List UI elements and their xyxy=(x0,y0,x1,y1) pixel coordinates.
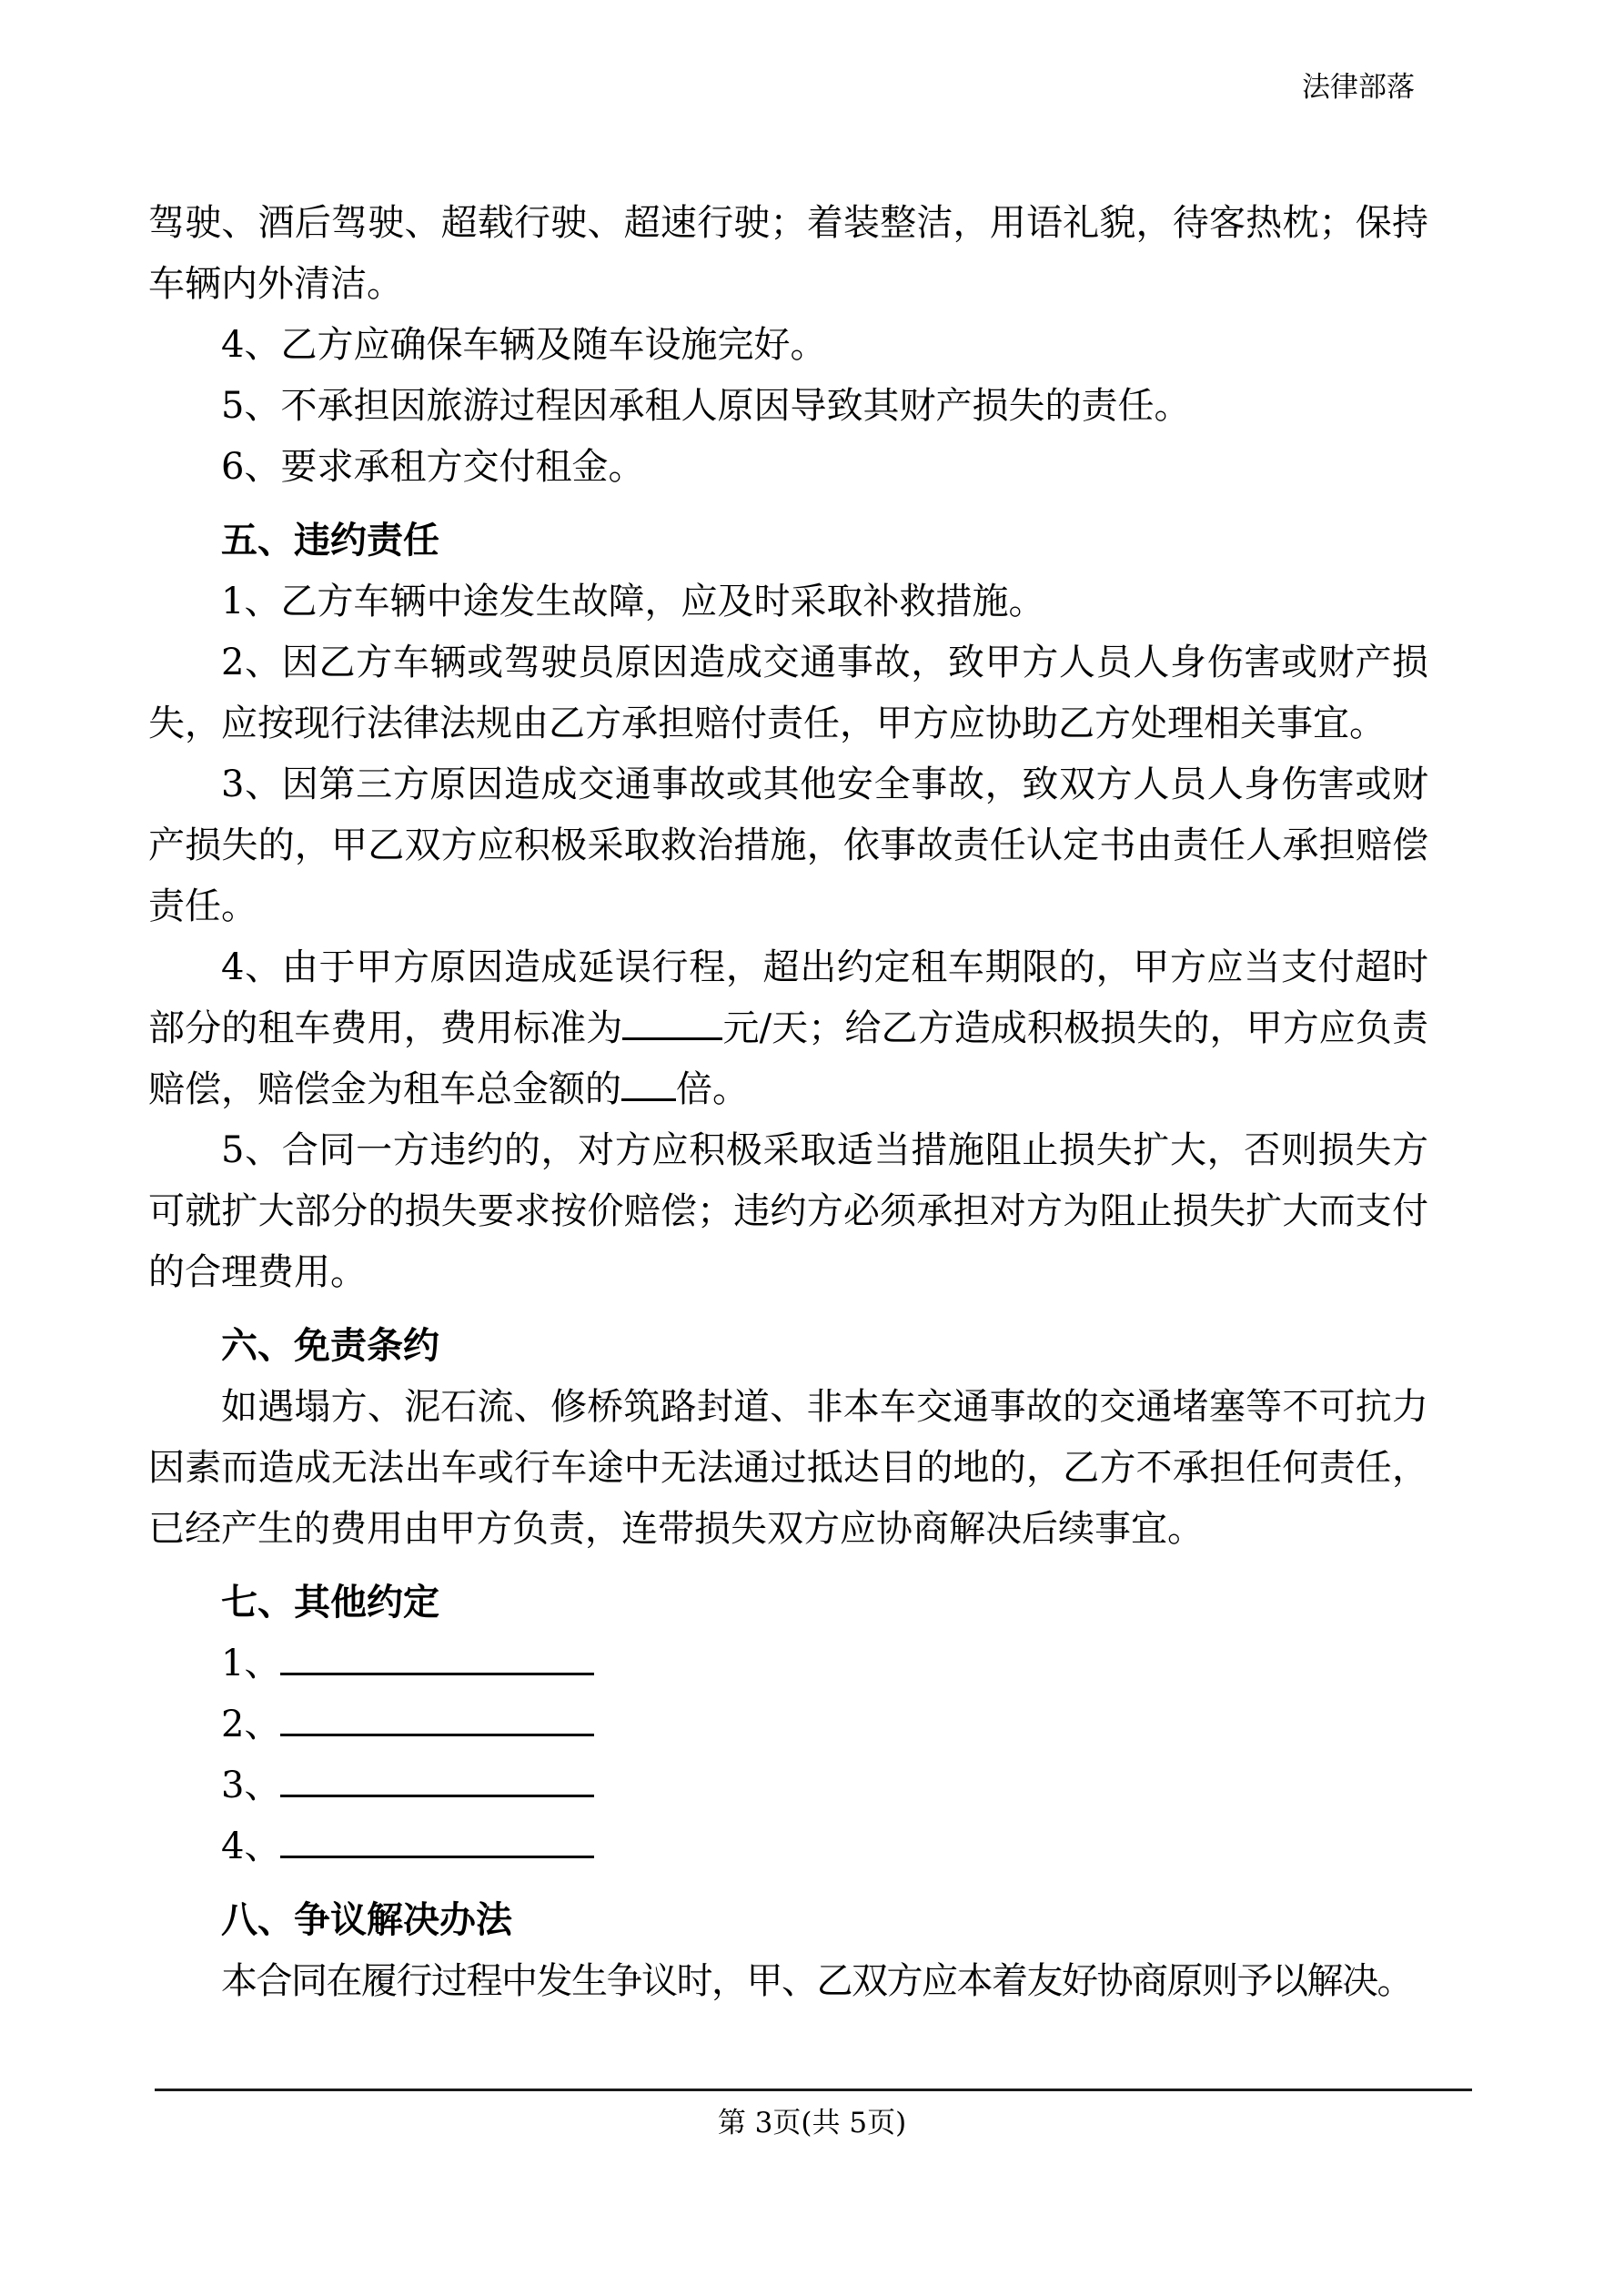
paragraph: 4、由于甲方原因造成延误行程，超出约定租车期限的，甲方应当支付超时部分的租车费用，费用标准为 元/天；给乙方造成积极损失的，甲方应负责赔偿，赔偿金为租车总金额的 倍。 xyxy=(148,946,1428,1110)
paragraph: 5、不承担因旅游过程因承租人原因导致其财产损失的责任。 xyxy=(221,385,1191,427)
paragraph: 3、因第三方原因造成交通事故或其他安全事故，致双方人员人身伤害或财产损失的，甲乙双方应积极采取救治措施，依事故责任认定书由责任人承担赔偿责任。 xyxy=(148,764,1428,927)
fill-in-blank-line: 1、 xyxy=(148,1633,1428,1694)
section-heading: 八、争议解决办法 xyxy=(221,1899,512,1941)
paragraph: 5、合同一方违约的，对方应积极采取适当措施阻止损失扩大，否则损失方可就扩大部分的损失要求按价赔偿；违约方必须承担对方为阻止损失扩大而支付的合理费用。 xyxy=(148,1129,1428,1293)
paragraph: 6、要求承租方交付租金。 xyxy=(221,446,645,488)
blank-underline xyxy=(621,1067,676,1101)
page-number: 第 3页(共 5页) xyxy=(717,2107,907,2139)
paragraph: 2、因乙方车辆或驾驶员原因造成交通事故，致甲方人员人身伤害或财产损失，应按现行法律法规由乙方承担赔付责任，甲方应协助乙方处理相关事宜。 xyxy=(148,642,1428,744)
blank-underline xyxy=(622,1006,722,1040)
fill-in-blank-line: 3、 xyxy=(148,1755,1428,1816)
paragraph: 本合同在履行过程中发生争议时，甲、乙双方应本着友好协商原则予以解决。 xyxy=(221,1960,1412,2002)
blank-underline xyxy=(280,1825,594,1858)
paragraph: 1、乙方车辆中途发生故障，应及时采取补救措施。 xyxy=(221,581,1045,622)
blank-underline xyxy=(280,1642,594,1675)
footer-divider xyxy=(155,2089,1472,2091)
fill-in-blank-line: 2、 xyxy=(148,1694,1428,1755)
paragraph: 4、乙方应确保车辆及随车设施完好。 xyxy=(221,324,827,366)
site-brand: 法律部落 xyxy=(1302,71,1415,104)
paragraph: 驾驶、酒后驾驶、超载行驶、超速行驶；着装整洁，用语礼貌，待客热枕；保持车辆内外清洁。 xyxy=(148,202,1428,305)
paragraph: 如遇塌方、泥石流、修桥筑路封道、非本车交通事故的交通堵塞等不可抗力因素而造成无法出车或行车途中无法通过抵达目的地的，乙方不承担任何责任，已经产生的费用由甲方负责，连带损失双方应协商解决后续事宜。 xyxy=(148,1386,1428,1550)
fill-in-blank-line: 4、 xyxy=(148,1816,1428,1877)
blank-underline xyxy=(280,1764,594,1797)
page-header xyxy=(1302,71,1415,105)
contract-body xyxy=(148,193,1428,2012)
section-heading: 六、免责条约 xyxy=(221,1325,439,1367)
section-heading: 五、违约责任 xyxy=(221,520,439,561)
blank-underline xyxy=(280,1703,594,1736)
section-heading: 七、其他约定 xyxy=(221,1582,439,1623)
